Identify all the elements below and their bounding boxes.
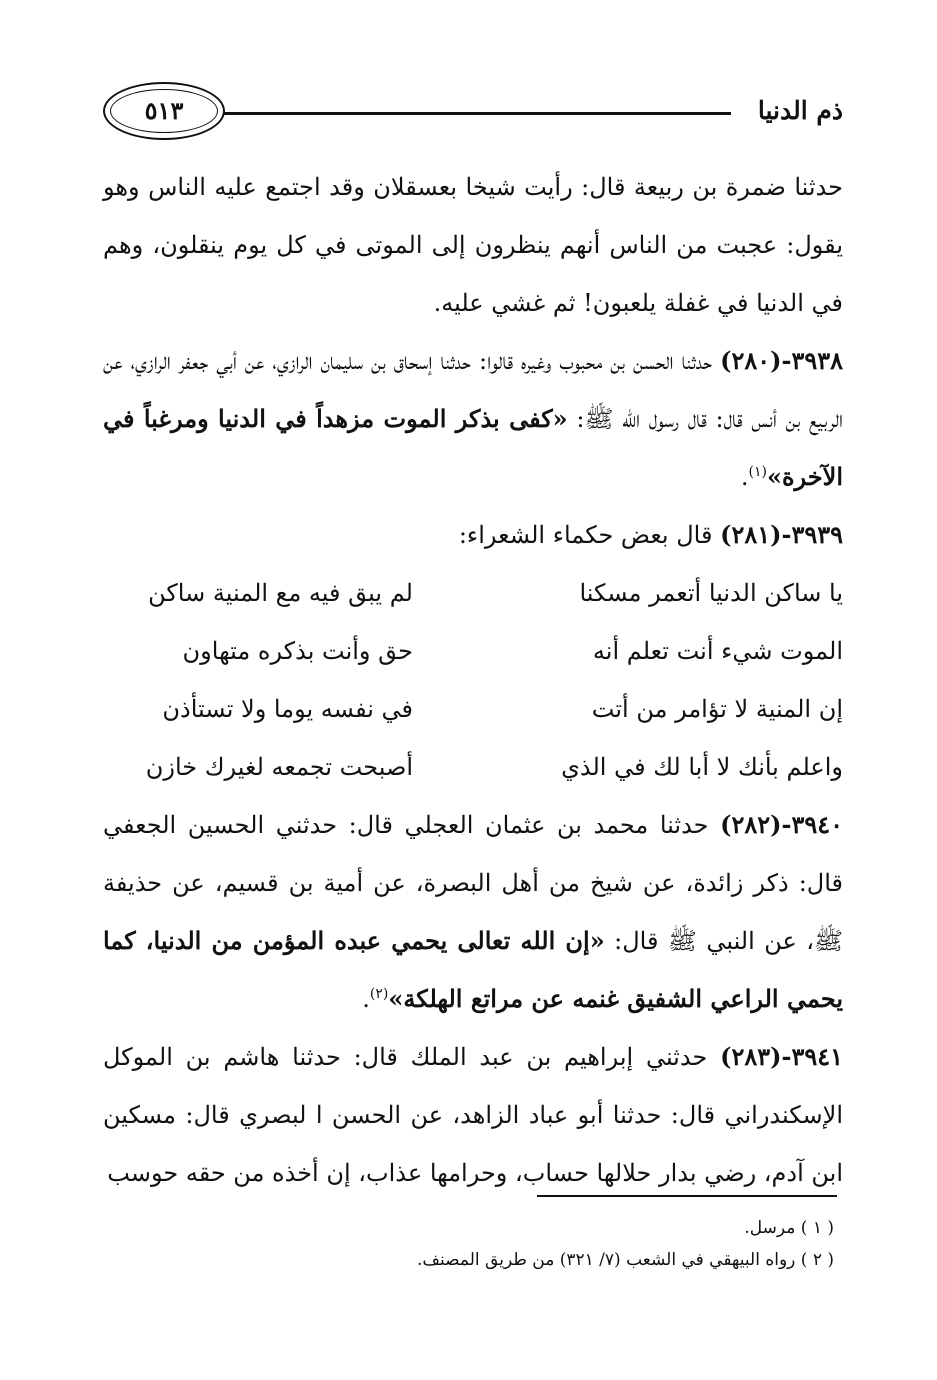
footnote-ref[interactable]: (١) <box>748 464 767 480</box>
footnote-1: ( ١ ) مرسل. <box>744 1218 834 1238</box>
entry-3938 <box>103 332 843 506</box>
entry-text: حدثنا الحسن بن محبوب وغيره قالوا: حدثنا إسحاق بن سليمان الرازي، عن أبي جعفر الرازي، عن الربيع بن أنس قال: قال رسول الله ﷺ: <box>103 347 843 433</box>
entry-number: ٣٩٤٠-(٢٨٢) <box>720 810 843 839</box>
hemistich-second: حق وأنت بذكره متهاون <box>182 637 413 665</box>
poem-verse <box>103 680 843 738</box>
hadith-text: «إن الله تعالى يحمي عبده المؤمن من الدنيا، كما يحمي الراعي الشفيق غنمه عن مراتع الهلكة» <box>103 926 843 1013</box>
hemistich-first: واعلم بأنك لا أبا لك في الذي <box>561 753 843 781</box>
footnote-ref[interactable]: (٢) <box>369 986 389 1002</box>
entry-number: ٣٩٣٩-(٢٨١) <box>720 520 843 549</box>
footnote-2: ( ٢ ) رواه البيهقي في الشعب (٧/ ٣٢١) من طريق المصنف. <box>417 1250 834 1270</box>
hemistich-first: يا ساكن الدنيا أتعمر مسكنا <box>579 579 843 607</box>
footnote-separator <box>537 1195 837 1197</box>
hemistich-second: في نفسه يوما ولا تستأذن <box>162 695 413 723</box>
entry-text: حدثني إبراهيم بن عبد الملك قال: حدثنا هاشم بن الموكل الإسكندراني قال: حدثنا أبو عباد الزاهد، عن الحسن ا لبصري قال: مسكين ابن آدم، رضي بدار حلالها حساب، وحرامها عذاب، إن أخذه من حقه حوسب <box>103 1043 843 1187</box>
hemistich-first: الموت شيء أنت تعلم أنه <box>592 637 843 665</box>
entry-text: قال بعض حكماء الشعراء: <box>458 521 713 549</box>
entry-3940 <box>103 796 843 1028</box>
entry-number: ٣٩٤١-(٢٨٣) <box>720 1042 843 1071</box>
hemistich-second: أصبحت تجمعه لغيرك خازن <box>145 753 413 781</box>
poem-verse <box>103 622 843 680</box>
page-number: ٥١٣ <box>144 96 184 125</box>
poem-verse <box>103 738 843 796</box>
entry-3939 <box>103 506 843 564</box>
running-title: ذم الدنيا <box>757 96 843 125</box>
footnotes <box>94 1212 834 1276</box>
poem-verse <box>103 564 843 622</box>
page-number-frame <box>103 82 225 140</box>
paragraph-intro: حدثنا ضمرة بن ربيعة قال: رأيت شيخا بعسقلان وقد اجتمع عليه الناس وهو يقول: عجبت من الناس أنهم ينظرون إلى الموتى في كل يوم ينقلون، وهم في الدنيا في غفلة يلعبون! ثم غشي عليه. <box>103 173 843 317</box>
body-text <box>103 158 843 1202</box>
hadith-text: «كفى بذكر الموت مزهداً في الدنيا ومرغباً في الآخرة» <box>103 404 843 491</box>
poem <box>103 564 843 796</box>
entry-end: . <box>362 985 370 1013</box>
header-rule <box>223 112 731 115</box>
hemistich-first: إن المنية لا تؤامر من أتت <box>591 695 843 723</box>
entry-end: . <box>740 463 749 491</box>
entry-text: حدثنا محمد بن عثمان العجلي قال: حدثني الحسين الجعفي قال: ذكر زائدة، عن شيخ من أهل البصرة، عن أمية بن قسيم، عن حذيفة ﷺ، عن النبي ﷺ قال: <box>103 811 843 955</box>
entry-number: ٣٩٣٨-(٢٨٠) <box>720 346 843 375</box>
entry-3941 <box>103 1028 843 1202</box>
page-header <box>103 78 843 142</box>
hemistich-second: لم يبق فيه مع المنية ساكن <box>148 579 413 607</box>
